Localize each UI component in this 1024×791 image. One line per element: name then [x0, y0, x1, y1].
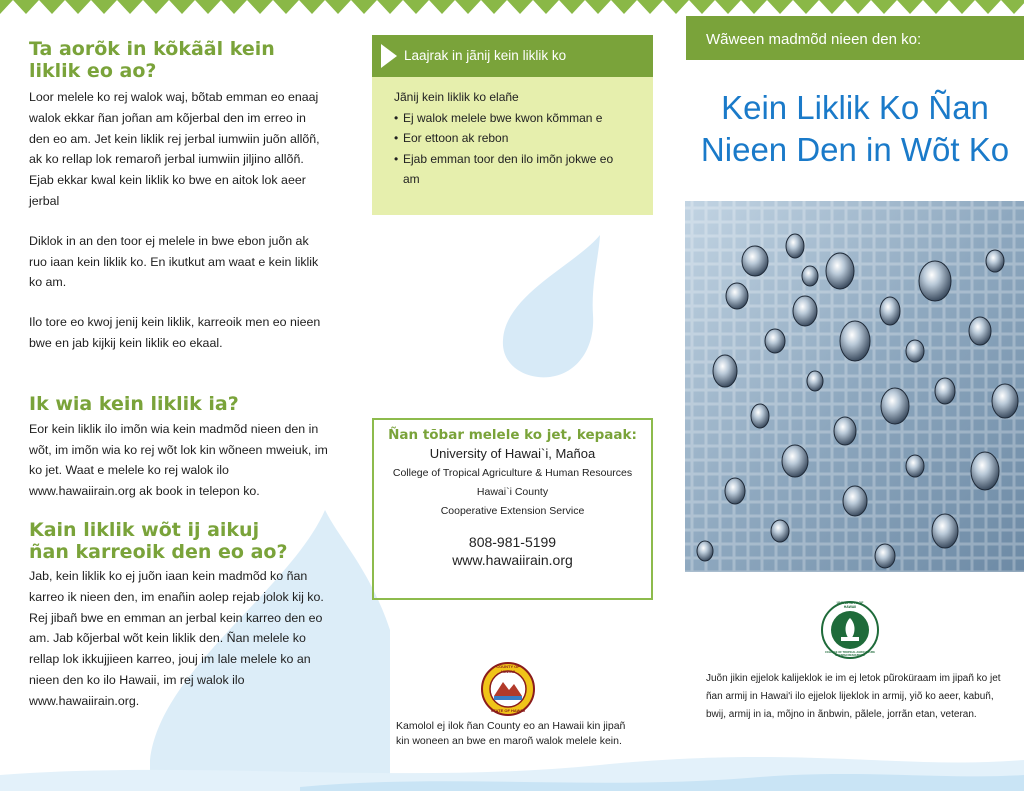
- section-1-para-3: Ilo tore eo kwoj jenij kein liklik, karreoik men eo nieen bwe en jab kijkij kein liklik eo ekaal.: [29, 315, 321, 350]
- list-item: [394, 128, 644, 149]
- section-3-para: Jab, kein liklik ko ej juõn iaan kein madmõd ko ñan karreo ik nieen den, im enañin aolep rejab jolok kij ko. Rej jibañ bwe en emman an jerbal kein karreo den eo am. Jab kõjerbal wõt kein liklik den. Ñan melele ko rellap lok ikkujjieen karreo, jouj im lale melele ko an nieen den ko ilo Hawaii, im rej walok ilo www.hawaiirain.org.: [29, 568, 324, 708]
- list-item: [394, 108, 644, 129]
- bullet: •: [394, 151, 399, 166]
- checklist-title: Laajrak in jãnij kein liklik ko: [404, 48, 567, 63]
- uh-seal-bottom-text: COLLEGE OF TROPICAL AGRICULTURE & HUMAN RESOURCES: [824, 651, 876, 657]
- section-2-para: Eor kein liklik ilo imõn wia kein madmõd nieen den in wõt, im imõn wia ko rej wõt lok kin wõneen mweiuk, im ko jet. Waat e melele ko rej walok ilo www.hawaiirain.org ak book in telepon ko.: [29, 421, 328, 499]
- bullet: •: [394, 110, 399, 125]
- contact-heading: Ñan tõbar melele ko jet, kepaak:: [388, 427, 637, 443]
- uh-seal-top-text: UNIVERSITY OF HAWAII: [836, 601, 864, 609]
- section-1-para-2: Diklok in an den toor ej melele in bwe ebon juõn ak ruo iaan kein liklik ko. En ikutkut am waat e kein liklik ko am.: [29, 233, 319, 290]
- checklist-item-1: Ej walok melele bwe kwon kõmman e: [403, 110, 603, 125]
- seal-caption: Kamolol ej ilok ñan County eo an Hawaii kin jipañ kin woneen an bwe en maroñ walok melele kein.: [396, 720, 626, 747]
- section-heading-2: Ik wia kein liklik ia?: [29, 392, 239, 415]
- contact-university: University of Hawai`i, Mañoa: [429, 446, 596, 461]
- list-item: [394, 149, 644, 190]
- checklist-box: [372, 77, 653, 215]
- title-line-1: Kein Liklik Ko Ñan: [721, 89, 989, 126]
- contact-county: Hawai`i County: [476, 486, 549, 498]
- checklist-item-3: Ejab emman toor den ilo imõn jokwe eo am: [403, 151, 614, 186]
- checklist-intro: Jãnij kein liklik ko elañe: [394, 90, 519, 104]
- right-header: [686, 16, 1024, 60]
- title-line-2: Nieen Den in Wõt Ko: [700, 131, 1010, 168]
- section-heading-1: Ta aorõk in kõkããl kein liklik eo ao?: [29, 38, 275, 82]
- checklist-item-2: Eor ettoon ak rebon: [403, 131, 509, 145]
- contact-college: College of Tropical Agriculture & Human Resources: [392, 467, 633, 479]
- brochure-title: [686, 87, 1024, 171]
- left-column: [29, 38, 329, 712]
- uh-seal-icon: [818, 600, 882, 660]
- county-seal-top-text: COUNTY OF HAWAII: [496, 664, 520, 674]
- section-1-para-1: Loor melele ko rej walok waj, bõtab emman eo enaaj walok ekkar ñan joñan am kõjerbal den im erreo in den eo am. Jet kein liklik rej jerbal iumwiin juõn allõñ, ak ko rellap lok remaroñ jerbal iumwiin jiljino allõñ. Ejab ekkar kwal kein liklik ko bwe en aitok lok aeer jerbal: [29, 90, 320, 208]
- bullet: •: [394, 131, 399, 145]
- right-header-text: Wãween madmõd nieen den ko:: [706, 31, 922, 48]
- disclaimer-text: Juõn jikin ejjelok kalijeklok ie im ej letok pũroküraam im jipañ ko jet ñan armij in Hawai'i ilo ejjelok lijeklok in armij, yiõ ko aeer, kabuñ, bwij, armij in ia, mõjno in ãnbwin, pãlele, jorrãn etan, veteran.: [706, 673, 1001, 720]
- section-heading-3: Kain liklik wõt ij aikuj ñan karreoik den eo ao?: [29, 518, 288, 563]
- contact-website: www.hawaiirain.org: [452, 552, 573, 568]
- county-seal-icon: [481, 662, 535, 716]
- water-drop-small: [495, 235, 605, 380]
- play-arrow-icon: [381, 44, 397, 68]
- county-seal-bottom-text: STATE OF HAWAII: [490, 708, 526, 713]
- checklist-header: [372, 35, 653, 77]
- contact-box: [372, 418, 653, 600]
- contact-service: Cooperative Extension Service: [440, 505, 585, 517]
- contact-phone: 808-981-5199: [468, 534, 557, 550]
- water-droplets-photo: [685, 201, 1024, 572]
